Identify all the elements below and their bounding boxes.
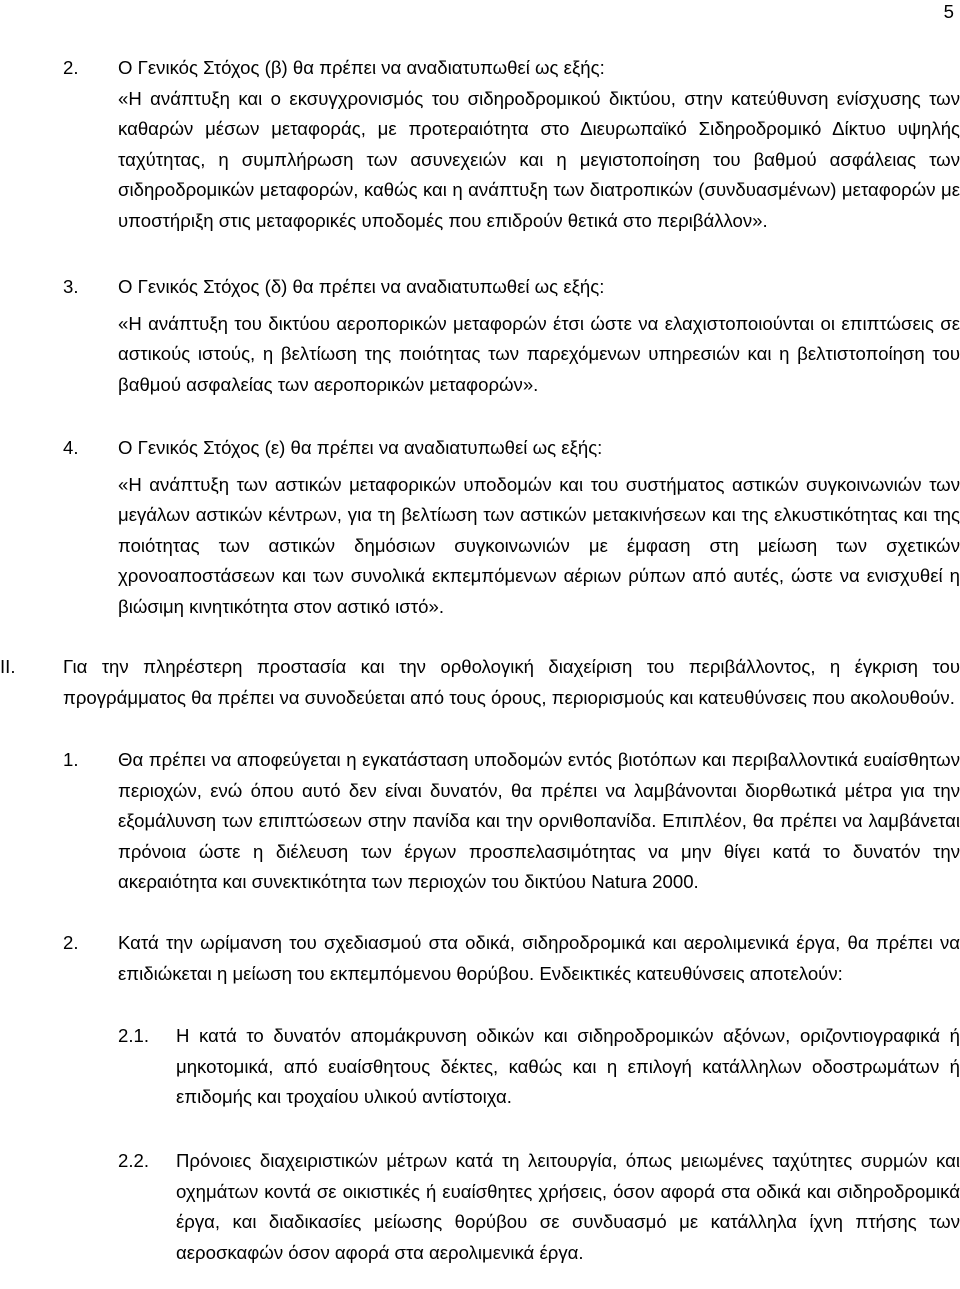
list-item [63,53,960,237]
item-number: 2. [63,932,79,953]
list-item [63,272,960,400]
item-heading: Ο Γενικός Στόχος (ε) θα πρέπει να αναδιατυπωθεί ως εξής: [118,437,603,458]
list-item [63,745,960,898]
list-item [63,928,960,989]
sub-list-item [118,1021,960,1113]
section-ii [0,652,960,713]
section-numeral: II. [0,656,16,677]
item-number: 1. [63,749,79,770]
item-number: 3. [63,276,79,297]
subitem-text: Πρόνοιες διαχειριστικών μέτρων κατά τη λειτουργία, όπως μειωμένες ταχύτητες συρμών και οχημάτων κοντά σε οικιστικές ή ευαίσθητες χρήσεις, όσον αφορά στα οδικά και σιδηροδρομικά έργα, και διαδικασίες μείωσης θορύβου σε συνδυασμό με κατάλληλα ίχνη πτήσης των αεροσκαφών όσον αφορά στα αερολιμενικά έργα. [176,1150,960,1263]
item-number: 2. [63,57,79,78]
item-heading: Ο Γενικός Στόχος (δ) θα πρέπει να αναδιατυπωθεί ως εξής: [118,276,605,297]
item-body: «Η ανάπτυξη και ο εκσυγχρονισμός του σιδηροδρομικού δικτύου, στην κατεύθυνση ενίσχυσης των καθαρών μέσων μεταφοράς, με προτεραιότητα στο Διευρωπαϊκό Σιδηροδρομικό Δίκτυο υψηλής ταχύτητας, η συμπλήρωση των ασυνεχειών και η μεγιστοποίηση του βαθμού ασφάλειας των σιδηροδρομικών μεταφορών, καθώς και η ανάπτυξη των διατροπικών (συνδυασμένων) μεταφορών με υποστήριξη στις μεταφορικές υποδομές που επιδρούν θετικά στο περιβάλλον». [118,87,960,231]
item-number: 4. [63,437,79,458]
page-number: 5 [943,1,954,22]
subitem-number: 2.2. [118,1150,150,1171]
item-heading: Ο Γενικός Στόχος (β) θα πρέπει να αναδιατυπωθεί ως εξής: [118,57,605,78]
list-item [63,433,960,623]
subitem-text: Η κατά το δυνατόν απομάκρυνση οδικών και σιδηροδρομικών αξόνων, οριζοντιογραφικά ή μηκοτομικά, από ευαίσθητους δέκτες, καθώς και η επιλογή κατάλληλων οδοστρωμάτων ή επιδομής και τροχαίου υλικού αντίστοιχα. [176,1025,960,1108]
item-body: «Η ανάπτυξη του δικτύου αεροπορικών μεταφορών έτσι ώστε να ελαχιστοποιούνται οι επιπτώσεις σε αστικούς ιστούς, η βελτίωση της ποιότητας των παρεχόμενων υπηρεσιών και η βελτιστοποίηση του βαθμού ασφαλείας των αεροπορικών μεταφορών». [118,312,960,395]
section-intro: Για την πληρέστερη προστασία και την ορθολογική διαχείριση του περιβάλλοντος, η έγκριση του προγράμματος θα πρέπει να συνοδεύεται από τους όρους, περιορισμούς και κατευθύνσεις που ακολουθούν. [63,656,960,708]
item-text: Κατά την ωρίμανση του σχεδιασμού στα οδικά, σιδηροδρομικά και αερολιμενικά έργα, θα πρέπει να επιδιώκεται η μείωση του εκπεμπόμενου θορύβου. Ενδεικτικές κατευθύνσεις αποτελούν: [118,932,960,984]
item-body: «Η ανάπτυξη των αστικών μεταφορικών υποδομών και του συστήματος αστικών συγκοινωνιών των μεγάλων αστικών κέντρων, για τη βελτίωση των αστικών μετακινήσεων και της ελκυστικότητας και της ποιότητας των αστικών δημόσιων συγκοινωνιών με έμφαση στη μείωση των σχετικών χρονοαποστάσεων και των συνολικά εκπεμπόμενων αέριων ρύπων από αυτές, ώστε να ενισχυθεί η βιώσιμη κινητικότητα στον αστικό ιστό». [118,473,960,617]
sub-list-item [118,1146,960,1268]
item-text: Θα πρέπει να αποφεύγεται η εγκατάσταση υποδομών εντός βιοτόπων και περιβαλλοντικά ευαίσθητων περιοχών, ενώ όπου αυτό δεν είναι δυνατόν, θα πρέπει να λαμβάνονται διορθωτικά μέτρα για την εξομάλυνση των επιπτώσεων στην πανίδα και την ορνιθοπανίδα. Επιπλέον, θα πρέπει να λαμβάνεται πρόνοια ώστε η διέλευση των έργων προσπελασιμότητας να μην θίγει κατά το δυνατόν την ακεραιότητα και συνεκτικότητα των περιοχών του δικτύου Natura 2000. [118,749,960,893]
subitem-number: 2.1. [118,1025,150,1046]
